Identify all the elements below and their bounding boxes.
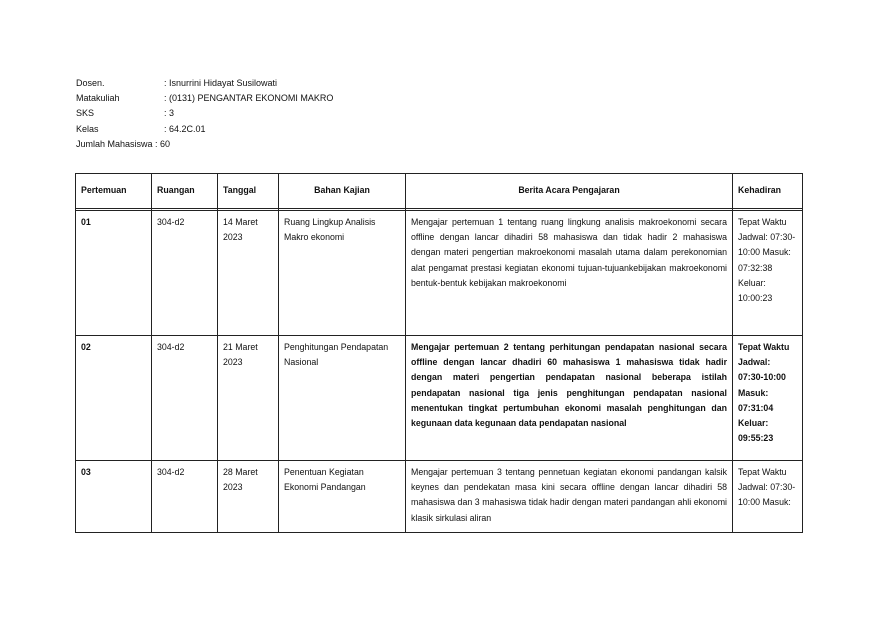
course-info xyxy=(76,76,333,152)
sks-row xyxy=(76,106,333,121)
header-pertemuan: Pertemuan xyxy=(76,174,152,209)
cell-tanggal: 14 Maret 2023 xyxy=(218,211,279,336)
cell-kehadiran: Tepat Waktu Jadwal: 07:30-10:00 Masuk: 07:31:04 Keluar: 09:55:23 xyxy=(733,336,803,461)
cell-tanggal: 21 Maret 2023 xyxy=(218,336,279,461)
cell-tanggal: 28 Maret 2023 xyxy=(218,461,279,533)
teaching-record-table xyxy=(75,173,803,533)
jumlah-mahasiswa-label: Jumlah Mahasiswa xyxy=(76,138,153,149)
kelas-label: Kelas xyxy=(76,123,99,134)
matakuliah-label: Matakuliah xyxy=(76,93,120,104)
table-row xyxy=(76,336,803,461)
cell-pertemuan: 03 xyxy=(76,461,152,533)
cell-bahan-kajian: Ruang Lingkup Analisis Makro ekonomi xyxy=(279,211,406,336)
cell-bahan-kajian: Penghitungan Pendapatan Nasional xyxy=(279,336,406,461)
cell-ruangan: 304-d2 xyxy=(152,461,218,533)
cell-berita-acara: Mengajar pertemuan 3 tentang pennetuan kegiatan ekonomi pandangan kalsik keynes dan pendekatan masa kini secara offline dengan lancar dihadiri 58 mahasiswa dan 3 mahasiswa tidak hadir dengan materi pandangan ahli ekonomi klasik sirkulasi aliran xyxy=(406,461,733,533)
matakuliah-row xyxy=(76,91,333,106)
table-row xyxy=(76,211,803,336)
jumlah-mahasiswa-value: : 60 xyxy=(155,138,171,149)
dosen-value: : Isnurrini Hidayat Susilowati xyxy=(164,78,278,88)
header-bahan-kajian: Bahan Kajian xyxy=(279,174,406,209)
cell-bahan-kajian: Penentuan Kegiatan Ekonomi Pandangan xyxy=(279,461,406,533)
dosen-row xyxy=(76,76,333,91)
cell-pertemuan: 02 xyxy=(76,336,152,461)
header-ruangan: Ruangan xyxy=(152,174,218,209)
dosen-label: Dosen. xyxy=(76,78,105,88)
kelas-row xyxy=(76,122,333,137)
sks-label: SKS xyxy=(76,108,95,119)
header-kehadiran: Kehadiran xyxy=(733,174,803,209)
kelas-value: : 64.2C.01 xyxy=(164,123,206,134)
matakuliah-value: : (0131) PENGANTAR EKONOMI MAKRO xyxy=(164,93,334,104)
cell-berita-acara: Mengajar pertemuan 1 tentang ruang lingkung analisis makroekonomi secara offline dengan lancar dihadiri 58 mahasiswa dan tidak hadir 2 mahasiswa dengan materi pengertian makroekonomi masalah utama dalam perekonomian alat pengamat prestasi kegiatan ekonomi tujuan-tujuankebijakan makroekonomi bentuk-bentuk kebijakan makroekonomi xyxy=(406,211,733,336)
cell-kehadiran: Tepat Waktu Jadwal: 07:30-10:00 Masuk: xyxy=(733,461,803,533)
table-header-row xyxy=(76,174,803,209)
cell-pertemuan: 01 xyxy=(76,211,152,336)
sks-value: : 3 xyxy=(164,108,175,119)
cell-kehadiran: Tepat Waktu Jadwal: 07:30-10:00 Masuk: 07:32:38 Keluar: 10:00:23 xyxy=(733,211,803,336)
cell-berita-acara: Mengajar pertemuan 2 tentang perhitungan pendapatan nasional secara offline dengan lancar dhadiri 60 mahasiswa 1 mahasiswa tidak hadir dengan materi pengertian pendapatan nasional beberapa istilah pendapatan nasional tiga jenis penghitungan pendapatan nasional menentukan tingkat pertumbuhan ekonomi masalah penghitungan dan kegunaan data kegunaan data pendapatan nasional xyxy=(406,336,733,461)
cell-ruangan: 304-d2 xyxy=(152,211,218,336)
header-berita-acara: Berita Acara Pengajaran xyxy=(406,174,733,209)
header-tanggal: Tanggal xyxy=(218,174,279,209)
cell-ruangan: 304-d2 xyxy=(152,336,218,461)
jumlah-mahasiswa-row xyxy=(76,137,333,152)
table-row xyxy=(76,461,803,533)
